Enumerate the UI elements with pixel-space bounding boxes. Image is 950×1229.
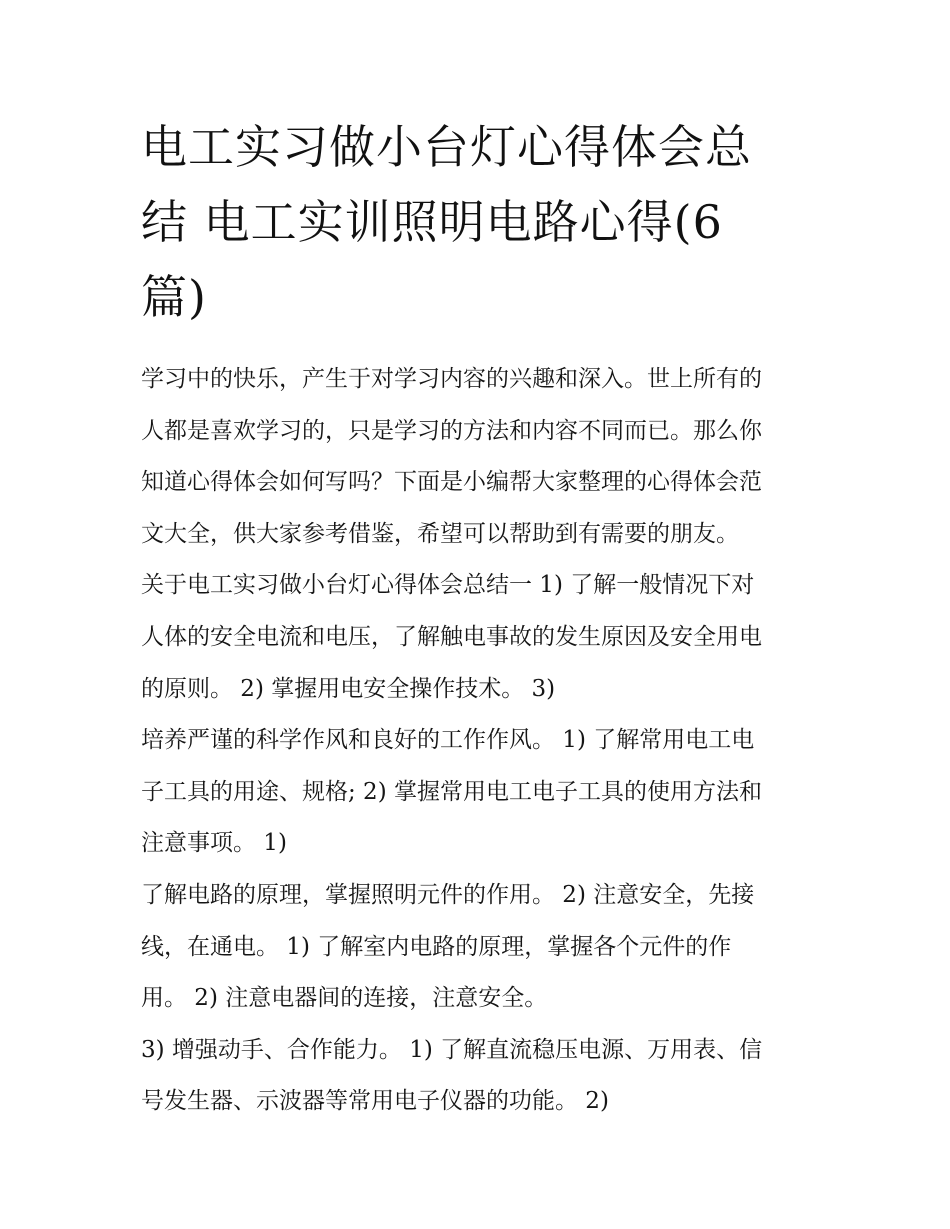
title-line: 篇) xyxy=(141,270,207,324)
body-line: 关于电工实习做小台灯心得体会总结一 1) 了解一般情况下对 xyxy=(141,572,755,599)
body-line: 3) 增强动手、合作能力。 1) 了解直流稳压电源、万用表、信 xyxy=(141,1036,763,1063)
body-line: 的原则。 2) 掌握用电安全操作技术。 3) xyxy=(141,675,556,702)
body-line: 人都是喜欢学习的，只是学习的方法和内容不同而已。那么你 xyxy=(141,417,762,444)
body-line: 学习中的快乐，产生于对学习内容的兴趣和深入。世上所有的 xyxy=(141,366,762,392)
body-line: 文大全，供大家参考借鉴，希望可以帮助到有需要的朋友。 xyxy=(141,520,739,547)
body-line: 培养严谨的科学作风和良好的工作作风。 1) 了解常用电工电 xyxy=(141,727,755,754)
title-line: 结 电工实训照明电路心得(6 xyxy=(141,195,723,249)
body-line: 号发生器、示波器等常用电子仪器的功能。 2) xyxy=(141,1088,609,1115)
body-line: 线，在通电。 1) 了解室内电路的原理，掌握各个元件的作 xyxy=(141,933,732,960)
body-line: 用。 2) 注意电器间的连接，注意安全。 xyxy=(141,985,548,1012)
body-line: 人体的安全电流和电压，了解触电事故的发生原因及安全用电 xyxy=(141,623,762,650)
document-title xyxy=(141,110,821,335)
body-line: 注意事项。 1) xyxy=(141,830,287,857)
body-line: 了解电路的原理，掌握照明元件的作用。 2) 注意安全，先接 xyxy=(141,881,755,908)
body-line: 子工具的用途、规格; 2) 掌握常用电工电子工具的使用方法和 xyxy=(141,778,762,805)
body-line: 知道心得体会如何写吗？下面是小编帮大家整理的心得体会范 xyxy=(141,469,762,496)
title-line: 电工实习做小台灯心得体会总 xyxy=(141,120,752,174)
document-body xyxy=(141,354,831,1128)
